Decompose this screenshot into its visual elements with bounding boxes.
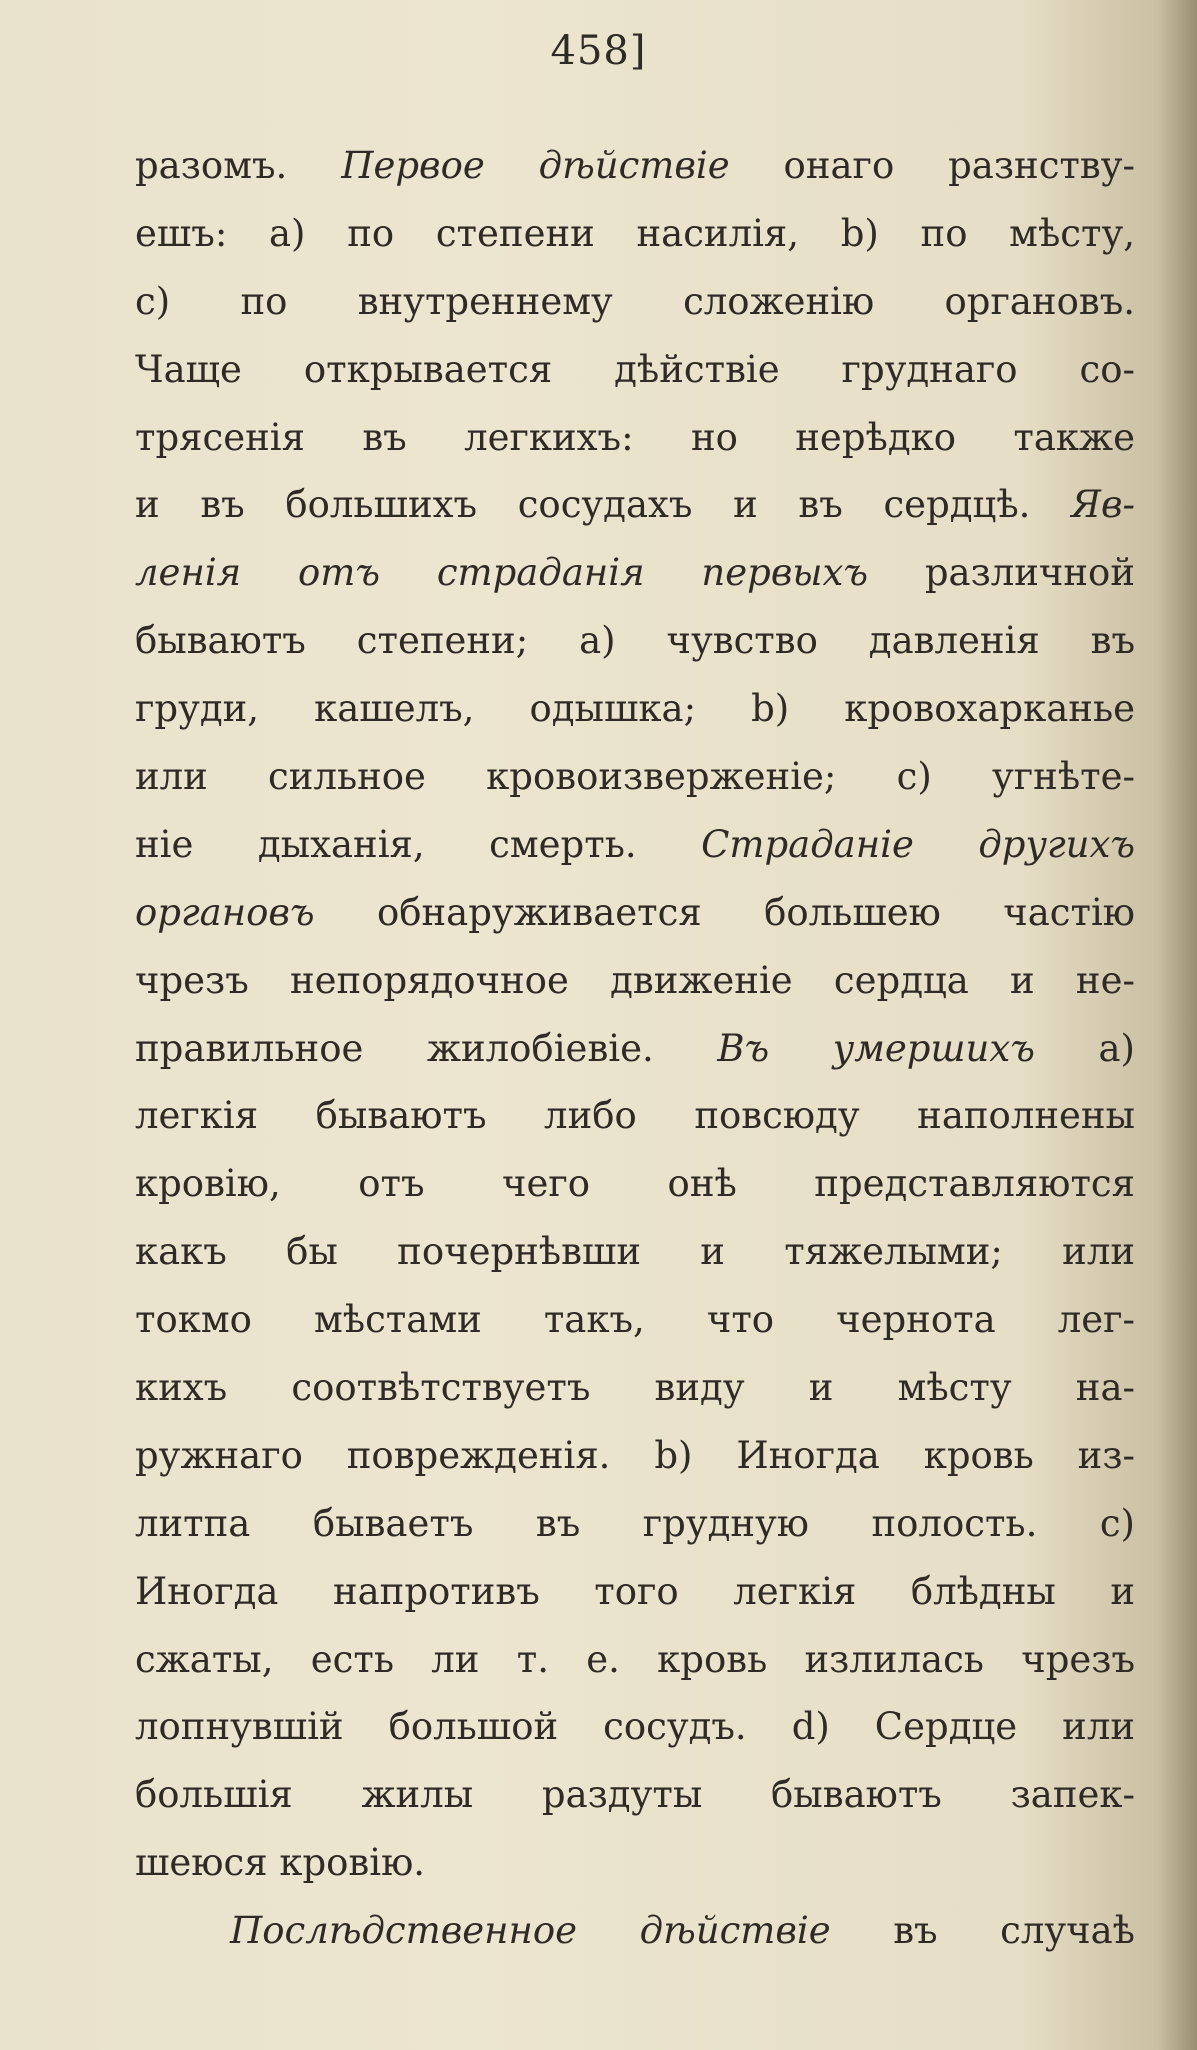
text-line xyxy=(135,607,1135,675)
text-run: правильное жилобіевіе. xyxy=(135,1026,718,1070)
text-run: въ случаѣ xyxy=(830,1909,1135,1953)
italic-text-run: Послѣдственное дѣйствіе xyxy=(230,1909,831,1953)
text-run: литпа бываетъ въ грудную полость. c) xyxy=(135,1501,1135,1545)
page-number: 458] xyxy=(550,28,647,74)
text-line xyxy=(135,539,1135,607)
text-run: трясенія въ легкихъ: но нерѣдко также xyxy=(135,415,1135,459)
text-run: легкія бываютъ либо повсюду наполнены xyxy=(135,1094,1135,1138)
text-line xyxy=(135,200,1135,268)
text-line xyxy=(135,947,1135,1015)
text-line xyxy=(135,1422,1135,1490)
text-run: какъ бы почернѣвши и тяжелыми; или xyxy=(135,1230,1135,1274)
text-line xyxy=(135,404,1135,472)
text-line xyxy=(135,1693,1135,1761)
text-line xyxy=(135,336,1135,404)
italic-text-run: Яв- xyxy=(1071,483,1135,527)
text-run: Чаще открывается дѣйствіе груднаго со- xyxy=(135,347,1135,391)
text-line xyxy=(135,1558,1135,1626)
italic-text-run: Первое дѣйствіе xyxy=(341,144,730,187)
text-line xyxy=(135,1286,1135,1354)
text-line xyxy=(135,1626,1135,1694)
italic-text-run: ленія отъ страданія первыхъ xyxy=(135,551,869,595)
body-text xyxy=(135,132,1135,1965)
text-line xyxy=(135,1015,1135,1083)
text-line xyxy=(135,879,1135,947)
text-run: онаго разнству- xyxy=(729,144,1135,187)
text-line xyxy=(135,1829,1135,1897)
text-line xyxy=(135,1490,1135,1558)
text-line xyxy=(135,268,1135,336)
text-run: большія жилы раздуты бываютъ запек- xyxy=(135,1773,1135,1817)
text-line xyxy=(135,675,1135,743)
text-run: a) xyxy=(1034,1026,1135,1070)
text-line xyxy=(135,1897,1135,1965)
text-line xyxy=(135,811,1135,879)
text-run: c) по внутреннему сложенію органовъ. xyxy=(135,279,1135,323)
italic-text-run: органовъ xyxy=(135,890,315,934)
text-run: лопнувшій большой сосудъ. d) Сердце или xyxy=(135,1705,1135,1749)
text-run: чрезъ непорядочное движеніе сердца и не- xyxy=(135,958,1135,1002)
italic-text-run: Въ умершихъ xyxy=(717,1026,1035,1070)
text-run: ружнаго поврежденія. b) Иногда кровь из- xyxy=(135,1433,1135,1477)
text-run: кихъ соотвѣтствуетъ виду и мѣсту на- xyxy=(135,1366,1135,1410)
text-line xyxy=(135,1082,1135,1150)
italic-text-run: Страданіе другихъ xyxy=(701,822,1135,866)
page-edge-shadow xyxy=(1157,0,1197,2050)
text-run: ешъ: a) по степени насилія, b) по мѣсту, xyxy=(135,211,1135,255)
text-line xyxy=(135,1761,1135,1829)
text-run: ніе дыханія, смерть. xyxy=(135,822,702,866)
text-line xyxy=(135,1218,1135,1286)
text-run: груди, кашелъ, одышка; b) кровохарканье xyxy=(135,687,1135,731)
text-line xyxy=(135,1150,1135,1218)
text-line xyxy=(135,132,1135,200)
text-line xyxy=(135,1354,1135,1422)
text-run: различной xyxy=(868,551,1135,595)
text-run: бываютъ степени; a) чувство давленія въ xyxy=(135,619,1135,663)
text-run: кровію, отъ чего онѣ представляются xyxy=(135,1162,1135,1206)
text-run: токмо мѣстами такъ, что чернота лег- xyxy=(135,1298,1135,1342)
text-line xyxy=(135,471,1135,539)
text-run: разомъ. xyxy=(135,144,342,187)
text-line xyxy=(135,743,1135,811)
text-run: обнаруживается большею частію xyxy=(314,890,1135,934)
text-run: Иногда напротивъ того легкія блѣдны и xyxy=(135,1569,1135,1613)
text-run: или сильное кровоизверженіе; c) угнѣте- xyxy=(135,755,1135,799)
text-run: и въ большихъ сосудахъ и въ сердцѣ. xyxy=(135,483,1072,527)
text-run: шеюся кровію. xyxy=(135,1841,426,1885)
text-run: сжаты, есть ли т. е. кровь излилась чрезъ xyxy=(135,1637,1135,1681)
